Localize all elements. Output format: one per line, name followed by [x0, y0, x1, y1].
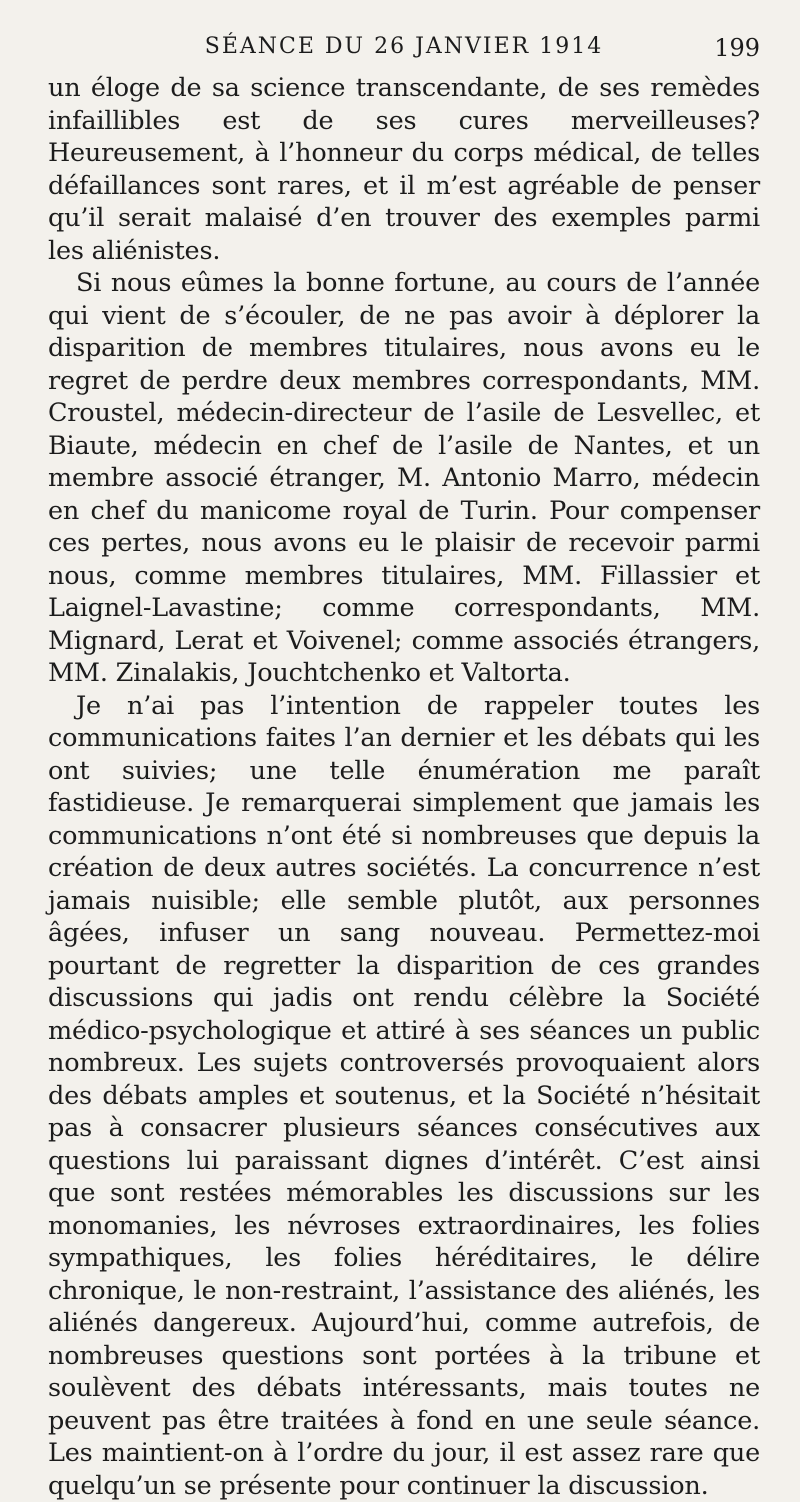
paragraph-members: Si nous eûmes la bonne fortune, au cours de l’année qui vient de s’écouler, de ne pas avoir à déplorer la disparition de membres titulaires, nous avons eu le regret de perdre deux membres correspondants, MM. Croustel, médecin-directeur de l’asile de Lesvellec, et Biaute, médecin en chef de l’asile de Nantes, et un membre associé étranger, M. Antonio Marro, médecin en chef du manicome royal de Turin. Pour compenser ces pertes, nous avons eu le plaisir de recevoir parmi nous, comme membres titulaires, MM. Fillassier et Laignel-Lavastine; comme correspondants, MM. Mignard, Lerat et Voivenel; comme associés étrangers, MM. Zinalakis, Jouchtchenko et Valtorta.	[48, 267, 760, 690]
page-number: 199	[714, 34, 760, 62]
paragraph-communications: Je n’ai pas l’intention de rappeler toutes les communications faites l’an dernier et les débats qui les ont suivies; une telle énumération me paraît fastidieuse. Je remarquerai simplement que jamais les communications n’ont été si nombreuses que depuis la création de deux autres sociétés. La concurrence n’est jamais nuisible; elle semble plutôt, aux personnes âgées, infuser un sang nouveau. Permettez-moi pourtant de regretter la disparition de ces grandes discussions qui jadis ont rendu célèbre la Société médico-psychologique et attiré à ses séances un public nombreux. Les sujets controversés provoquaient alors des débats amples et soutenus, et la Société n’hésitait pas à consacrer plusieurs séances consécutives aux questions lui paraissant dignes d’intérêt. C’est ainsi que sont restées mémorables les discussions sur les monomanies, les névroses extraordinaires, les folies sympathiques, les folies héréditaires, le délire chronique, le non-restraint, l’assistance des aliénés, les aliénés dangereux. Aujourd’hui, comme autrefois, de nombreuses questions sont portées à la tribune et soulèvent des débats intéressants, mais toutes ne peuvent pas être traitées à fond en une seule séance. Les maintient-on à l’ordre du jour, il est assez rare que quelqu’un se présente pour continuer la discussion.	[48, 690, 760, 1502]
running-title: SÉANCE DU 26 JANVIER 1914	[48, 34, 760, 59]
paragraph-continued: un éloge de sa science transcendante, de ses remèdes infaillibles est de ses cures merveilleuses? Heureusement, à l’honneur du corps médical, de telles défaillances sont rares, et il m’est agréable de penser qu’il serait malaisé d’en trouver des exemples parmi les aliénistes.	[48, 72, 760, 267]
body-text	[48, 72, 760, 1502]
running-header	[48, 0, 760, 72]
